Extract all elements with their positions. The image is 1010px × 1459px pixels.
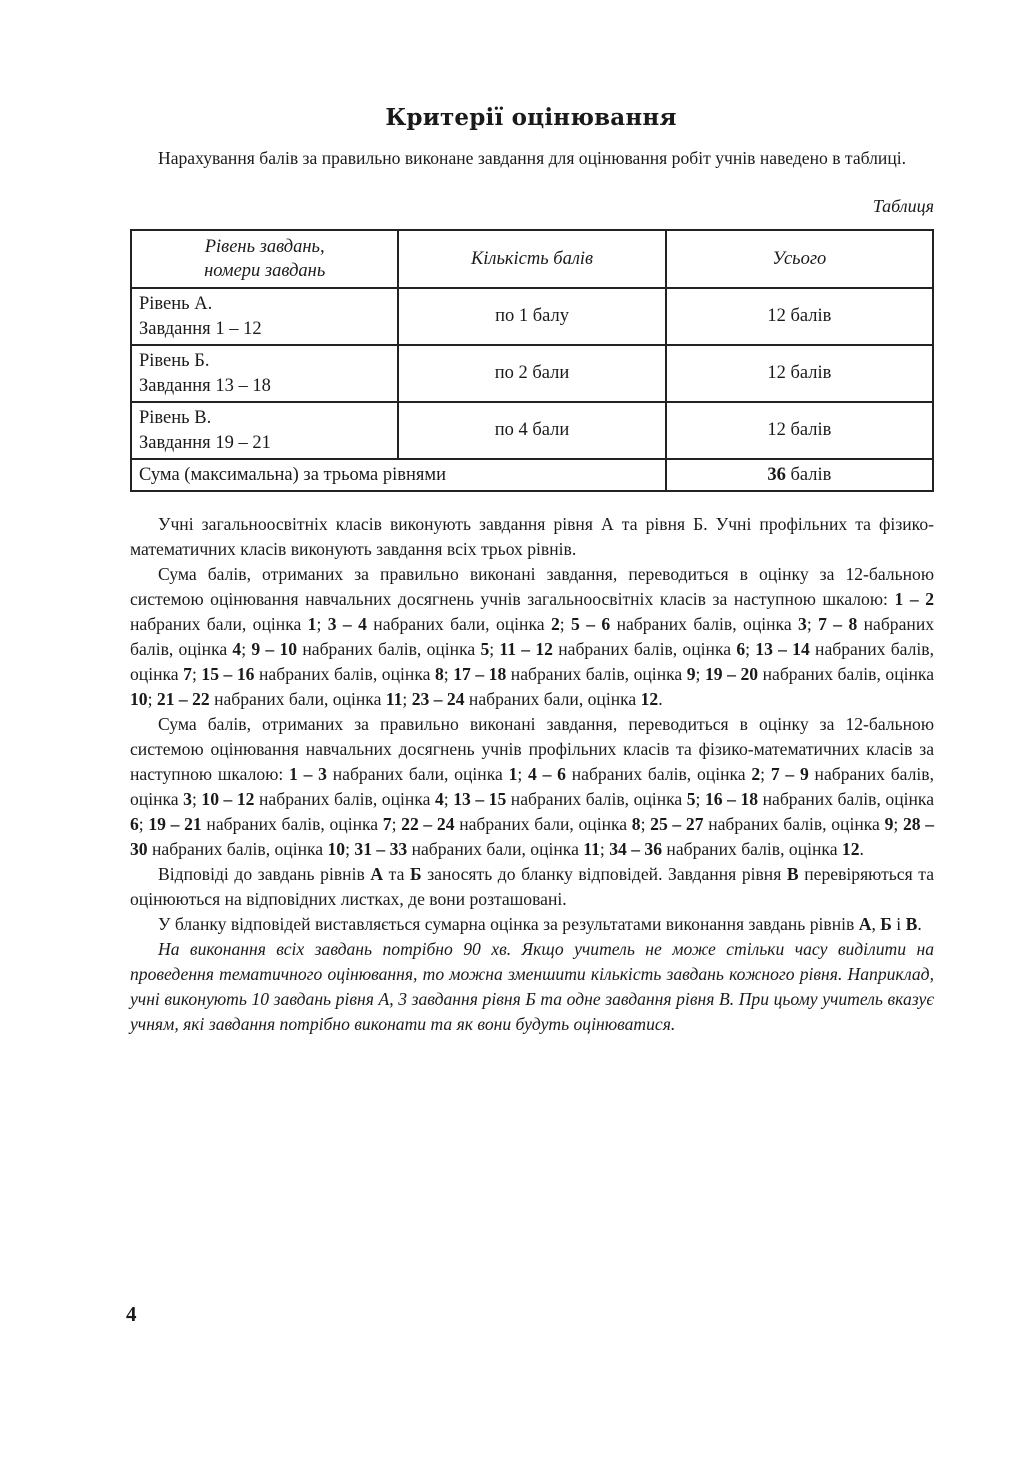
scale-text: набраних балів, оцінка (130, 764, 935, 809)
scale-range: 19 – 21 (148, 814, 202, 834)
scale-text: набраних балів, оцінка (254, 789, 435, 809)
scale-range: 1 – 3 (289, 764, 327, 784)
scale-grade: 5 (686, 789, 696, 809)
page-number: 4 (126, 1302, 137, 1326)
body-text (130, 512, 934, 1037)
scale-text: набраних балів, оцінка (130, 639, 935, 684)
row-level: Рівень В. (139, 407, 212, 428)
scale-grade: 3 (798, 614, 807, 634)
scale-separator: ; (517, 764, 529, 784)
header-level-line1: Рівень завдань, (204, 237, 325, 257)
row-tasks: Завдання 1 – 12 (139, 318, 262, 339)
level-b-label: Б (409, 864, 422, 884)
scale-grade: 3 (183, 789, 192, 809)
text-fragment: перевіряються та оцінюються на відповідних листках, де вони розташовані. (130, 864, 934, 909)
scale-grade: 11 (583, 839, 600, 859)
level-a-label: А (858, 914, 872, 934)
sum-label: Сума (максимальна) за трьома рівнями (131, 459, 666, 491)
scale-text: набраних балів, оцінка (758, 664, 934, 684)
scale-range: 22 – 24 (401, 814, 455, 834)
scale-text: набраних бали, оцінка (454, 814, 632, 834)
header-level-line2: номери завдань (204, 261, 326, 281)
paragraph-total-grade (130, 912, 934, 937)
scale-text: набраних бали, оцінка (130, 614, 308, 634)
intro-paragraph (130, 146, 934, 171)
paragraph-scale-profile (130, 712, 934, 862)
scale-grade: 7 (382, 814, 392, 834)
scale-separator: . (859, 839, 864, 859)
row-total: 12 балів (666, 402, 933, 459)
level-b-label: Б (880, 914, 892, 934)
scale-separator: ; (391, 814, 402, 834)
scale-separator: ; (443, 664, 454, 684)
page-title: Критерії оцінювання (385, 104, 677, 131)
scale-separator: . (658, 689, 663, 709)
level-a-label: А (370, 864, 384, 884)
scale-text: набраних бали, оцінка (407, 839, 584, 859)
row-points: по 1 балу (398, 288, 665, 345)
text-fragment: Відповіді до завдань рівнів (158, 864, 371, 884)
scale-text: набраних балів, оцінка (565, 764, 752, 784)
scale-grade: 2 (550, 614, 560, 634)
scale-separator: ; (316, 614, 328, 634)
scale-grade: 8 (631, 814, 641, 834)
level-c-label: В (786, 864, 799, 884)
scale-separator: ; (345, 839, 355, 859)
scale-grade: 8 (434, 664, 444, 684)
scale-range: 4 – 6 (528, 764, 566, 784)
scale-profile-intro: Сума балів, отриманих за правильно виконані завдання, переводиться в оцінку за 12-бальною системою оцінювання навчальних досягнень учнів профільних класів та фізико-математичних класів за наступною шкалою: (130, 714, 934, 784)
scale-grade: 6 (736, 639, 746, 659)
scale-grade: 4 (232, 639, 242, 659)
scale-separator: ; (599, 839, 610, 859)
scale-separator: ; (443, 789, 454, 809)
scale-separator: ; (402, 689, 412, 709)
row-level-cell (131, 345, 398, 402)
scale-text: набраних балів, оцінка (552, 639, 737, 659)
scoring-table (130, 229, 934, 492)
scale-range: 21 – 22 (156, 689, 210, 709)
row-total: 12 балів (666, 345, 933, 402)
scale-separator: ; (138, 814, 149, 834)
scale-grade: 10 (130, 689, 148, 709)
header-level (131, 230, 398, 288)
paragraph-classes: Учні загальноосвітніх класів виконують завдання рівня А та рівня Б. Учні профільних та фізико-математичних класів виконують завдання всіх трьох рівнів. (130, 514, 934, 559)
text-fragment: У бланку відповідей виставляється сумарна оцінка за результатами виконання завдань рівнів (158, 914, 859, 934)
scale-grade: 1 (508, 764, 518, 784)
scale-text: набраних бали, оцінка (464, 689, 641, 709)
scale-range: 13 – 14 (755, 639, 810, 659)
scale-grade: 10 (327, 839, 346, 859)
table-row (131, 288, 933, 345)
scale-text: набраних бали, оцінка (366, 614, 551, 634)
paragraph-scale-general (130, 562, 934, 712)
header-points: Кількість балів (398, 230, 665, 288)
scale-range: 5 – 6 (571, 614, 611, 634)
scale-text: набраних балів, оцінка (610, 614, 799, 634)
row-points: по 2 бали (398, 345, 665, 402)
scale-range: 11 – 12 (499, 639, 553, 659)
scale-grade: 11 (385, 689, 403, 709)
scale-grade: 2 (751, 764, 761, 784)
scale-separator: ; (695, 664, 705, 684)
scale-general-intro: Сума балів, отриманих за правильно виконані завдання, переводиться в оцінку за 12-бальною системою оцінювання навчальних досягнень учнів загальноосвітніх класів за наступною шкалою: (130, 564, 934, 609)
scale-separator: ; (806, 614, 819, 634)
scale-text: набраних балів, оцінка (703, 814, 885, 834)
scale-range: 17 – 18 (453, 664, 507, 684)
scale-text: набраних балів, оцінка (201, 814, 383, 834)
scale-separator: ; (695, 789, 705, 809)
row-tasks: Завдання 19 – 21 (139, 432, 271, 453)
scale-range: 7 – 8 (818, 614, 858, 634)
scale-grade: 5 (480, 639, 490, 659)
scale-text: набраних балів, оцінка (147, 839, 328, 859)
scale-grade: 7 (183, 664, 192, 684)
scale-range: 31 – 33 (354, 839, 408, 859)
scale-range: 19 – 20 (704, 664, 759, 684)
intro-text: Нарахування балів за правильно виконане завдання для оцінювання робіт учнів наведено в таблиці. (158, 148, 907, 168)
row-level-cell (131, 288, 398, 345)
sum-total-number: 36 (767, 464, 786, 485)
row-points: по 4 бали (398, 402, 665, 459)
row-total: 12 балів (666, 288, 933, 345)
text-fragment: та (383, 864, 410, 884)
scale-text: набраних балів, оцінка (506, 789, 687, 809)
scale-range: 3 – 4 (327, 614, 367, 634)
scale-grade: 9 (884, 814, 894, 834)
scale-separator: ; (191, 664, 202, 684)
row-level-cell (131, 402, 398, 459)
text-fragment: заносять до бланку відповідей. Завдання рівня (421, 864, 787, 884)
scale-range: 1 – 2 (894, 589, 935, 609)
header-total: Усього (666, 230, 933, 288)
scale-range: 9 – 10 (251, 639, 298, 659)
scale-separator: ; (760, 764, 771, 784)
table-row (131, 402, 933, 459)
scale-range: 13 – 15 (453, 789, 507, 809)
row-level: Рівень Б. (139, 350, 210, 371)
scale-grade: 1 (307, 614, 317, 634)
level-c-label: В (905, 914, 918, 934)
row-tasks: Завдання 13 – 18 (139, 375, 271, 396)
scale-grade: 12 (640, 689, 659, 709)
scale-range: 7 – 9 (770, 764, 809, 784)
scale-grade: 4 (434, 789, 444, 809)
paragraph-answer-sheet (130, 862, 934, 912)
scale-separator: ; (745, 639, 756, 659)
table-row (131, 345, 933, 402)
scale-text: набраних балів, оцінка (758, 789, 934, 809)
scale-separator: ; (147, 689, 157, 709)
scale-grade: 12 (841, 839, 860, 859)
scale-text: набраних бали, оцінка (209, 689, 386, 709)
scale-range: 28 – 30 (130, 814, 935, 859)
scale-separator: ; (191, 789, 202, 809)
scale-range: 23 – 24 (411, 689, 465, 709)
scale-grade: 9 (686, 664, 696, 684)
scale-text: набраних балів, оцінка (662, 839, 842, 859)
scale-range: 16 – 18 (704, 789, 759, 809)
sum-total (666, 459, 933, 491)
scale-range: 10 – 12 (201, 789, 255, 809)
row-level: Рівень А. (139, 293, 213, 314)
paragraph-time-note: На виконання всіх завдань потрібно 90 хв. Якщо учитель не може стільки часу виділити на проведення тематичного оцінювання, то можна зменшити кількість завдань кожного рівня. Наприклад, учні виконують 10 завдань рівня А, 3 завдання рівня Б та одне завдання рівня В. При цьому учитель вказує учням, які завдання потрібно виконати та як вони будуть оцінюватися. (130, 939, 934, 1034)
scale-separator: ; (893, 814, 903, 834)
scale-range: 34 – 36 (609, 839, 662, 859)
sum-total-unit: балів (785, 464, 832, 485)
scale-range: 15 – 16 (201, 664, 255, 684)
scale-grade: 6 (130, 814, 139, 834)
scale-text: набраних балів, оцінка (297, 639, 481, 659)
text-fragment: і (891, 914, 906, 934)
table-header-row (131, 230, 933, 288)
scale-separator: ; (559, 614, 572, 634)
table-caption: Таблиця (872, 196, 934, 216)
scale-text: набраних бали, оцінка (326, 764, 509, 784)
scale-text: набраних балів, оцінка (130, 614, 935, 659)
table-sum-row (131, 459, 933, 491)
scale-text: набраних балів, оцінка (506, 664, 687, 684)
scale-text: набраних балів, оцінка (254, 664, 435, 684)
text-fragment: , (871, 914, 881, 934)
scale-separator: ; (489, 639, 500, 659)
scale-range: 25 – 27 (650, 814, 704, 834)
scale-separator: ; (640, 814, 651, 834)
scale-separator: ; (241, 639, 252, 659)
text-fragment: . (917, 914, 922, 934)
